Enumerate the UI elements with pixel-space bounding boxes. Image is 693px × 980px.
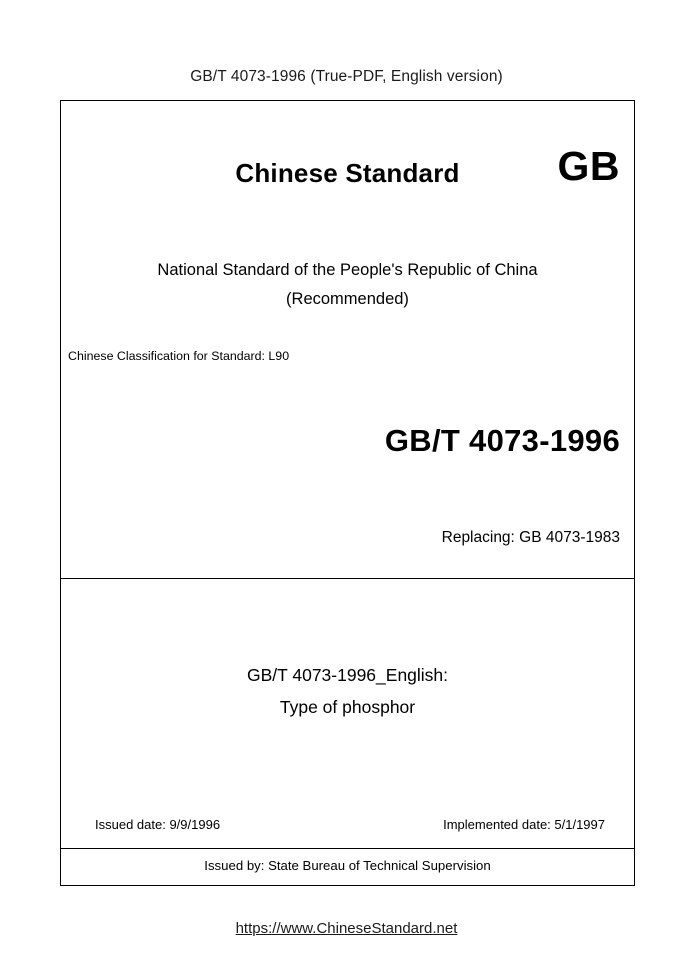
issued-date: Issued date: 9/9/1996 — [95, 817, 221, 832]
english-title-line-2: Type of phosphor — [279, 697, 416, 717]
page-header-title: GB/T 4073-1996 (True-PDF, English version) — [190, 68, 503, 85]
cover-top-section — [61, 101, 634, 579]
cover-frame — [60, 100, 635, 886]
gb-logo-mark: GB — [557, 143, 620, 189]
english-title — [61, 659, 634, 723]
replacing-standard: Replacing: GB 4073-1983 — [441, 529, 620, 546]
national-standard-line-1: National Standard of the People's Republic of China — [157, 261, 538, 279]
page-title: Chinese Standard — [235, 158, 460, 188]
english-title-line-1: GB/T 4073-1996_English: — [246, 665, 449, 685]
cover-bottom-section — [61, 849, 634, 884]
standard-number: GB/T 4073-1996 — [384, 423, 620, 458]
footer-website-link[interactable]: https://www.ChineseStandard.net — [235, 920, 458, 937]
issuing-authority: Issued by: State Bureau of Technical Supervision — [204, 858, 491, 873]
national-standard-subtitle — [61, 256, 634, 314]
classification-code: Chinese Classification for Standard: L90 — [68, 349, 290, 363]
national-standard-line-2: (Recommended) — [286, 290, 409, 308]
cover-middle-section — [61, 579, 634, 849]
implemented-date: Implemented date: 5/1/1997 — [443, 817, 605, 832]
